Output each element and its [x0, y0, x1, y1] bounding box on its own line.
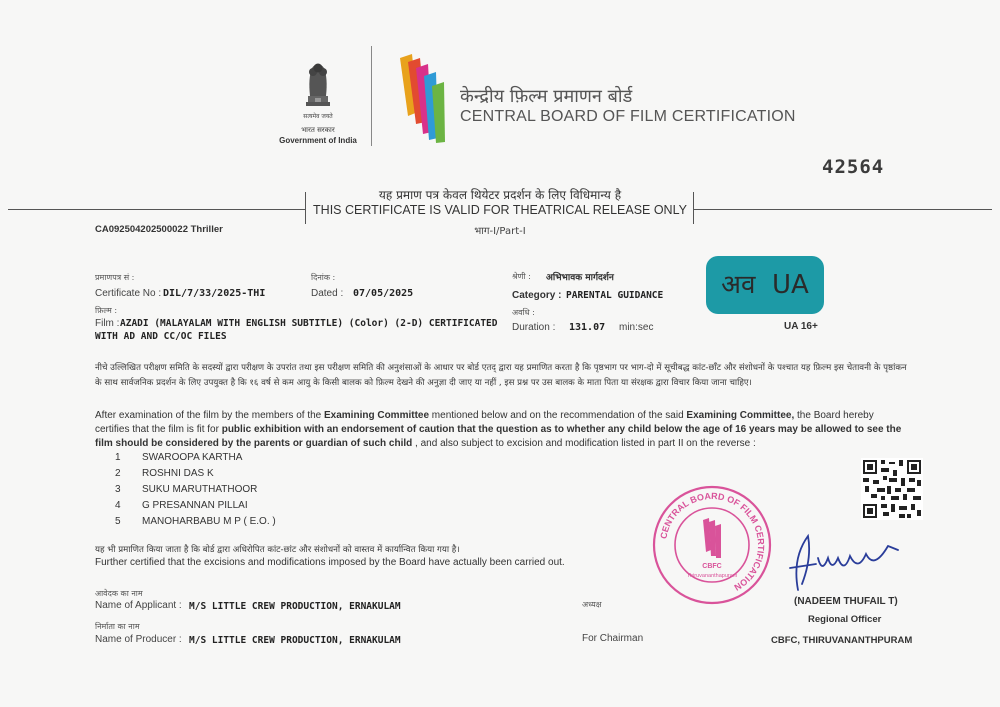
list-item: [115, 447, 375, 463]
header-divider: [371, 46, 372, 146]
seal-ring-text: CENTRAL BOARD OF FILM CERTIFICATION: [658, 490, 767, 593]
member-name: ROSHNI DAS K: [142, 468, 214, 479]
list-item: [115, 511, 375, 527]
banner-rule-left: [8, 209, 306, 210]
duration-value: 131.07: [569, 322, 606, 333]
board-name-english: CENTRAL BOARD OF FILM CERTIFICATION: [460, 108, 796, 125]
category-label: Category :: [512, 290, 562, 301]
producer-label: Name of Producer :: [95, 634, 182, 645]
date-label: Dated :: [311, 288, 344, 299]
signatory-office: CBFC, THIRUVANANTHPURAM: [771, 635, 913, 646]
cbfc-seal: [651, 484, 773, 606]
signature: [778, 528, 918, 598]
film-hindi: फ़िल्म :: [95, 306, 118, 315]
reference-code: CA092504202500022 Thriller: [95, 224, 223, 235]
producer-value: M/S LITTLE CREW PRODUCTION, ERNAKULAM: [189, 635, 401, 646]
signatory-title: Regional Officer: [808, 614, 882, 625]
hindi-paragraph: नीचे उल्लिखित परीक्षण समिति के सदस्यों द्वारा परीक्षण के उपरांत तथा इस परीक्षण समिति की अनुशंसाओं के आधार पर बोर्ड एतद् द्वारा यह प्रमाणित करता है कि पृष्ठभाग पर भाग-दो में सूचीबद्ध कांट-छाँट और संशोधनों के पश्चात यह फ़िल्म इस चेतावनी के पृष्ठांकन के साथ सार्वजनिक प्रदर्शन के लिए उपयुक्त है कि १६ वर्ष से कम आयु के किसी बालक को फ़िल्म देखने की अनुज्ञा दी जाए या नहीं , इस प्रश्न पर उस बालक के माता पिता या संरक्षक द्वारा विचार किया जाना चाहिए।: [95, 363, 907, 388]
signatory-name: (NADEEM THUFAIL T): [794, 596, 898, 607]
film-title-line1: AZADI (MALAYALAM WITH ENGLISH SUBTITLE) (Color) (2-D) CERTIFICATED: [120, 318, 498, 329]
category-hindi-label: श्रेणी :: [512, 272, 531, 281]
cert-no-value: DIL/7/33/2025-THI: [163, 288, 266, 299]
rating-sub: UA 16+: [784, 321, 818, 332]
producer-hindi: निर्माता का नाम: [95, 622, 140, 631]
committee-list: [115, 447, 375, 527]
para-text-2: mentioned below and on the recommendation of the said: [429, 410, 687, 421]
rating-badge: अव UA: [706, 256, 824, 314]
film-label: Film :: [95, 318, 120, 329]
applicant-label: Name of Applicant :: [95, 600, 182, 611]
cbfc-logo: [398, 52, 452, 144]
para-text-3: the Board hereby certifies that the film is fit for: [95, 410, 874, 435]
member-no: 2: [115, 468, 121, 479]
duration-unit: min:sec: [619, 322, 654, 333]
chairman-hindi: अध्यक्ष: [582, 600, 602, 609]
category-value: PARENTAL GUIDANCE: [566, 290, 664, 301]
list-item: [115, 495, 375, 511]
film-title-line2: WITH AD AND CC/OC FILES: [95, 331, 227, 342]
member-name: MANOHARBABU M P ( E.O. ): [142, 516, 276, 527]
further-english: Further certified that the excisions and modifications imposed by the Board have actually been carried out.: [95, 557, 565, 568]
seal-city: Thiruvananthapuram: [686, 573, 738, 579]
para-text-1: After examination of the film by the members of the: [95, 410, 324, 421]
board-name-hindi: केन्द्रीय फ़िल्म प्रमाणन बोर्ड: [460, 86, 633, 107]
seal-center: CBFC: [702, 563, 722, 570]
member-no: 4: [115, 500, 121, 511]
member-no: 1: [115, 452, 121, 463]
for-chairman: For Chairman: [582, 633, 644, 644]
english-paragraph: [95, 409, 910, 451]
date-value: 07/05/2025: [353, 288, 414, 299]
member-name: G PRESANNAN PILLAI: [142, 500, 248, 511]
cert-no-hindi: प्रमाणपत्र सं :: [95, 273, 135, 282]
duration-hindi: अवधि :: [512, 308, 535, 317]
gov-english: Government of India: [279, 136, 357, 145]
para-bold-caution: public exhibition with an endorsement of caution that the question as to whether any child below the age of 16 years may be allowed to see the film should be considered by the parents or guardian of such child: [95, 424, 902, 449]
member-name: SUKU MARUTHATHOOR: [142, 484, 258, 495]
validity-english: THIS CERTIFICATE IS VALID FOR THEATRICAL RELEASE ONLY: [313, 203, 687, 217]
part-label: भाग-I/Part-I: [474, 226, 526, 237]
list-item: [115, 463, 375, 479]
list-item: [115, 479, 375, 495]
member-name: SWAROOPA KARTHA: [142, 452, 243, 463]
para-bold-committee-2: Examining Committee,: [686, 410, 795, 421]
category-hindi-value: अभिभावक मार्गदर्शन: [546, 273, 614, 283]
para-bold-committee: Examining Committee: [324, 410, 430, 421]
qr-code: [861, 458, 923, 520]
member-no: 5: [115, 516, 121, 527]
applicant-hindi: आवेदक का नाम: [95, 589, 143, 598]
banner-rule-right: [694, 209, 992, 210]
validity-hindi: यह प्रमाण पत्र केवल थियेटर प्रदर्शन के लिए विधिमान्य है: [378, 188, 622, 202]
serial-number: 42564: [822, 156, 885, 178]
gov-hindi: भारत सरकार: [301, 126, 335, 134]
further-hindi: यह भी प्रमाणित किया जाता है कि बोर्ड द्वारा अधिरोपित कांट-छांट और संशोधनों को वास्तव में कार्यान्वित किया गया है।: [95, 545, 460, 555]
para-text-4: , and also subject to excision and modification listed in part II on the reverse :: [412, 438, 756, 449]
member-no: 3: [115, 484, 121, 495]
cert-no-label: Certificate No :: [95, 288, 162, 299]
emblem-motto: सत्यमेव जयते: [303, 113, 333, 120]
national-emblem: [298, 58, 338, 120]
applicant-value: M/S LITTLE CREW PRODUCTION, ERNAKULAM: [189, 601, 401, 612]
duration-label: Duration :: [512, 322, 556, 333]
date-hindi: दिनांक :: [311, 273, 336, 282]
